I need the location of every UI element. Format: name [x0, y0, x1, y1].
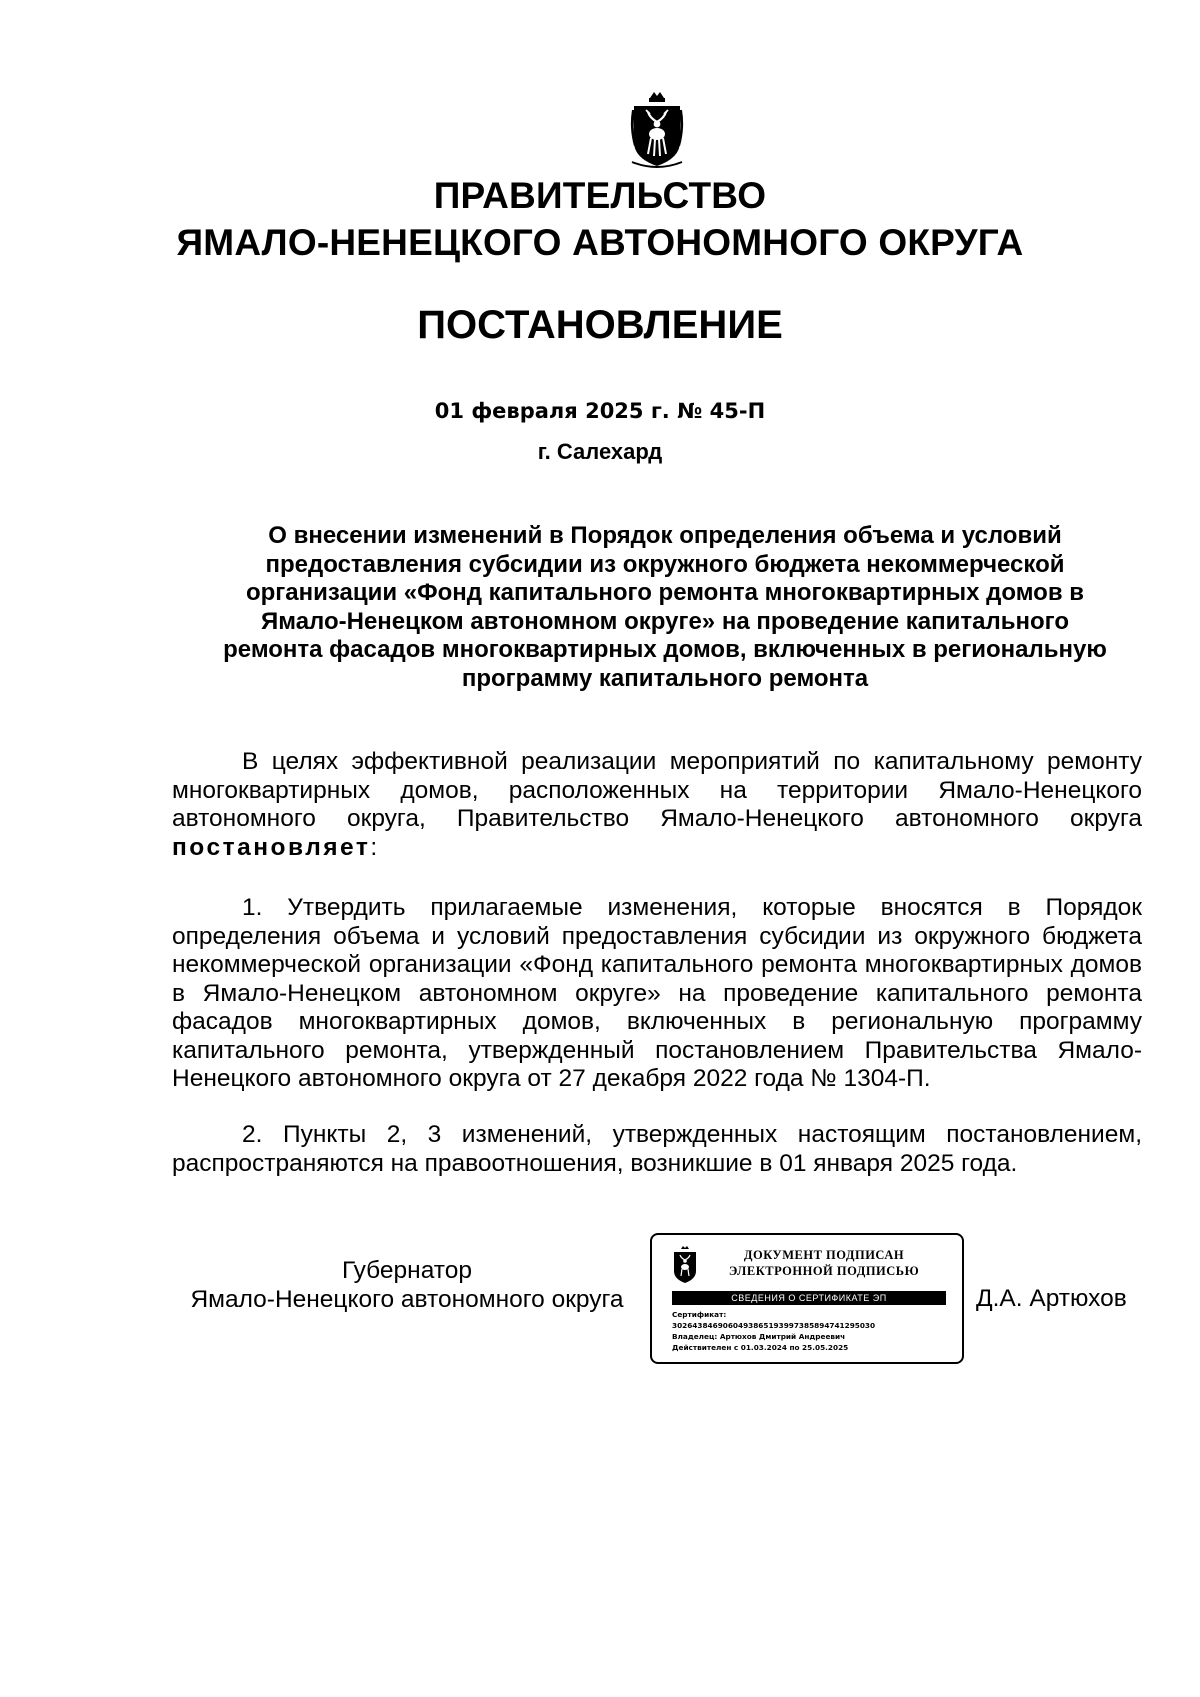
- stamp-title-line1: ДОКУМЕНТ ПОДПИСАН: [743, 1248, 905, 1262]
- certificate-info-bar: СВЕДЕНИЯ О СЕРТИФИКАТЕ ЭП: [672, 1291, 946, 1305]
- point-2-paragraph: [172, 1121, 1142, 1178]
- government-title-line1: ПРАВИТЕЛЬСТВО: [433, 175, 767, 216]
- certificate-owner: Владелец: Артюхов Дмитрий Андреевич: [672, 1332, 846, 1341]
- decree-type-heading: ПОСТАНОВЛЕНИЕ: [417, 303, 783, 347]
- certificate-number: 3026438469060493865193997385894741295030: [672, 1321, 876, 1330]
- subject-line: организации «Фонд капитального ремонта многоквартирных домов в: [245, 579, 1085, 606]
- decree-city: г. Салехард: [537, 439, 663, 464]
- preamble-paragraph: [172, 748, 1142, 862]
- resolves-keyword: постановляет: [172, 833, 371, 861]
- signer-position-line1: Губернатор: [342, 1257, 472, 1284]
- coat-of-arms-icon: [628, 88, 686, 170]
- preamble-colon: :: [370, 833, 378, 861]
- subject-line: Ямало-Ненецком автономном округе» на проведение капитального: [261, 607, 1069, 635]
- certificate-validity: Действителен с 01.03.2024 по 25.05.2025: [672, 1343, 849, 1352]
- decree-subject: [170, 522, 1160, 693]
- preamble-text: В целях эффективной реализации мероприятий по капитальному ремонту многоквартирных домов, расположенных на территории Ямало-Ненецкого автономного округа, Правительство Ямало-Ненецкого автономного округа: [172, 748, 1142, 832]
- subject-line: программу капитального ремонта: [461, 664, 869, 692]
- point-1-paragraph: [172, 894, 1142, 1094]
- government-title: [0, 172, 1200, 266]
- government-title-line2: ЯМАЛО-НЕНЕЦКОГО АВТОНОМНОГО ОКРУГА: [176, 222, 1024, 263]
- signer-name: Д.А. Артюхов: [976, 1285, 1127, 1312]
- stamp-title-line2: ЭЛЕКТРОННОЙ ПОДПИСЬЮ: [728, 1264, 920, 1278]
- subject-line: О внесении изменений в Порядок определения объема и условий: [268, 522, 1062, 549]
- certificate-label: Сертификат:: [672, 1310, 727, 1319]
- signer-position: [172, 1256, 642, 1314]
- stamp-title: [714, 1247, 934, 1279]
- decree-date-number: 01 февраля 2025 г. № 45-П: [434, 399, 766, 423]
- coat-of-arms-icon: [672, 1245, 698, 1285]
- point-2-text: 2. Пункты 2, 3 изменений, утвержденных настоящим постановлением, распространяются на правоотношения, возникшие в 01 января 2025 года.: [172, 1121, 1142, 1177]
- subject-line: ремонта фасадов многоквартирных домов, включенных в региональную: [223, 636, 1107, 663]
- electronic-signature-stamp: [650, 1233, 964, 1364]
- signer-position-line2: Ямало-Ненецкого автономного округа: [190, 1286, 624, 1313]
- subject-line: предоставления субсидии из окружного бюджета некоммерческой: [265, 550, 1065, 578]
- point-1-text: 1. Утвердить прилагаемые изменения, которые вносятся в Порядок определения объема и условий предоставления субсидии из окружного бюджета некоммерческой организации «Фонд капитального ремонта многоквартирных домов в Ямало-Ненецком автономном округе» на проведение капитального ремонта фасадов многоквартирных домов, включенных в региональную программу капитального ремонта, утвержденный постановлением Правительства Ямало-Ненецкого автономного округа от 27 декабря 2022 года № 1304-П.: [172, 894, 1142, 1092]
- certificate-details: [672, 1309, 956, 1353]
